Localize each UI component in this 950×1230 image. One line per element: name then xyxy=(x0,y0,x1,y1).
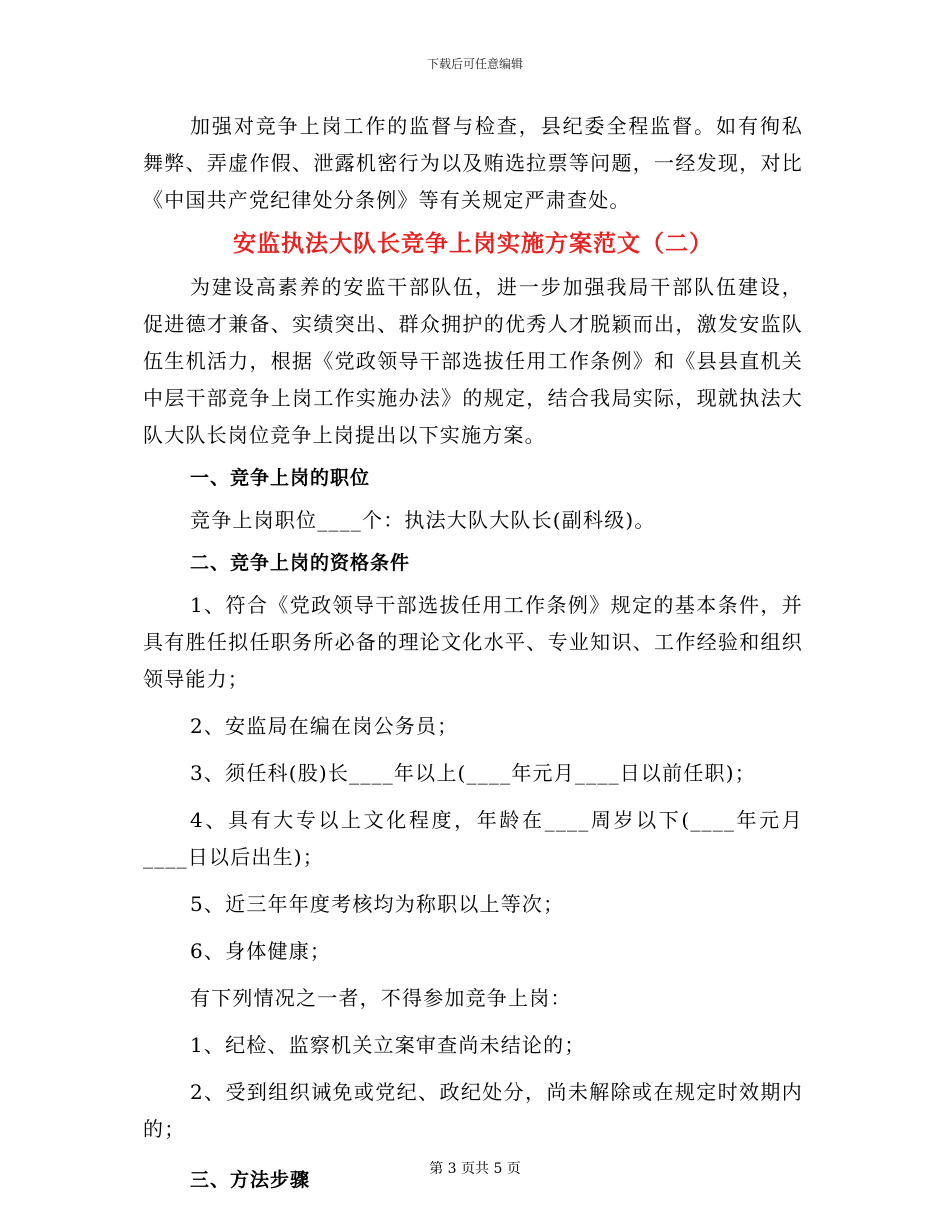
section-3-heading: 三、方法步骤 xyxy=(190,1169,311,1191)
qualification-item-1: 1、符合《党政领导干部选拔任用工作条例》规定的基本条件，并具有胜任拟任职务所必备的理论文化水平、专业知识、工作经验和组织领导能力； xyxy=(143,593,803,691)
document-title: 安监执法大队长竞争上岗实施方案范文（二） xyxy=(233,231,713,257)
qualification-item-3: 3、须任科(股)长____年以上(____年元月____日以前任职)； xyxy=(190,761,756,785)
qualification-item-5: 5、近三年年度考核均为称职以上等次； xyxy=(190,892,565,916)
document-body xyxy=(143,108,803,1204)
paragraph-purpose: 为建设高素养的安监干部队伍，进一步加强我局干部队伍建设，促进德才兼备、实绩突出、群众拥护的优秀人才脱颖而出，激发安监队伍生机活力，根据《党政领导干部选拔任用工作条例》和《县县直机关中层干部竞争上岗工作实施办法》的规定，结合我局实际，现就执法大队大队长岗位竞争上岗提出以下实施方案。 xyxy=(143,275,803,447)
intro-paragraph: 加强对竞争上岗工作的监督与检查，县纪委全程监督。如有徇私舞弊、弄虚作假、泄露机密行为以及贿选拉票等问题，一经发现，对比《中国共产党纪律处分条例》等有关规定严肃查处。 xyxy=(143,114,803,212)
qualification-item-6: 6、身体健康； xyxy=(190,939,332,963)
qualification-item-4: 4、具有大专以上文化程度，年龄在____周岁以下(____年元月____日以后出生)； xyxy=(143,808,803,869)
section-2-heading: 二、竞争上岗的资格条件 xyxy=(190,552,411,574)
section-1-text: 竞争上岗职位____个：执法大队大队长(副科级)。 xyxy=(190,508,656,532)
section-1-heading: 一、竞争上岗的职位 xyxy=(190,467,371,489)
exclusion-item-1: 1、纪检、监察机关立案审查尚未结论的； xyxy=(190,1033,586,1057)
page-footer: 第 3 页共 5 页 xyxy=(429,1161,521,1177)
exclusion-intro: 有下列情况之一者，不得参加竞争上岗： xyxy=(190,986,572,1010)
page-header: 下载后可任意编辑 xyxy=(426,57,523,71)
qualification-item-2: 2、安监局在编在岗公务员； xyxy=(190,714,459,738)
exclusion-item-2: 2、受到组织诫免或党纪、政纪处分，尚未解除或在规定时效期内的； xyxy=(143,1080,803,1141)
